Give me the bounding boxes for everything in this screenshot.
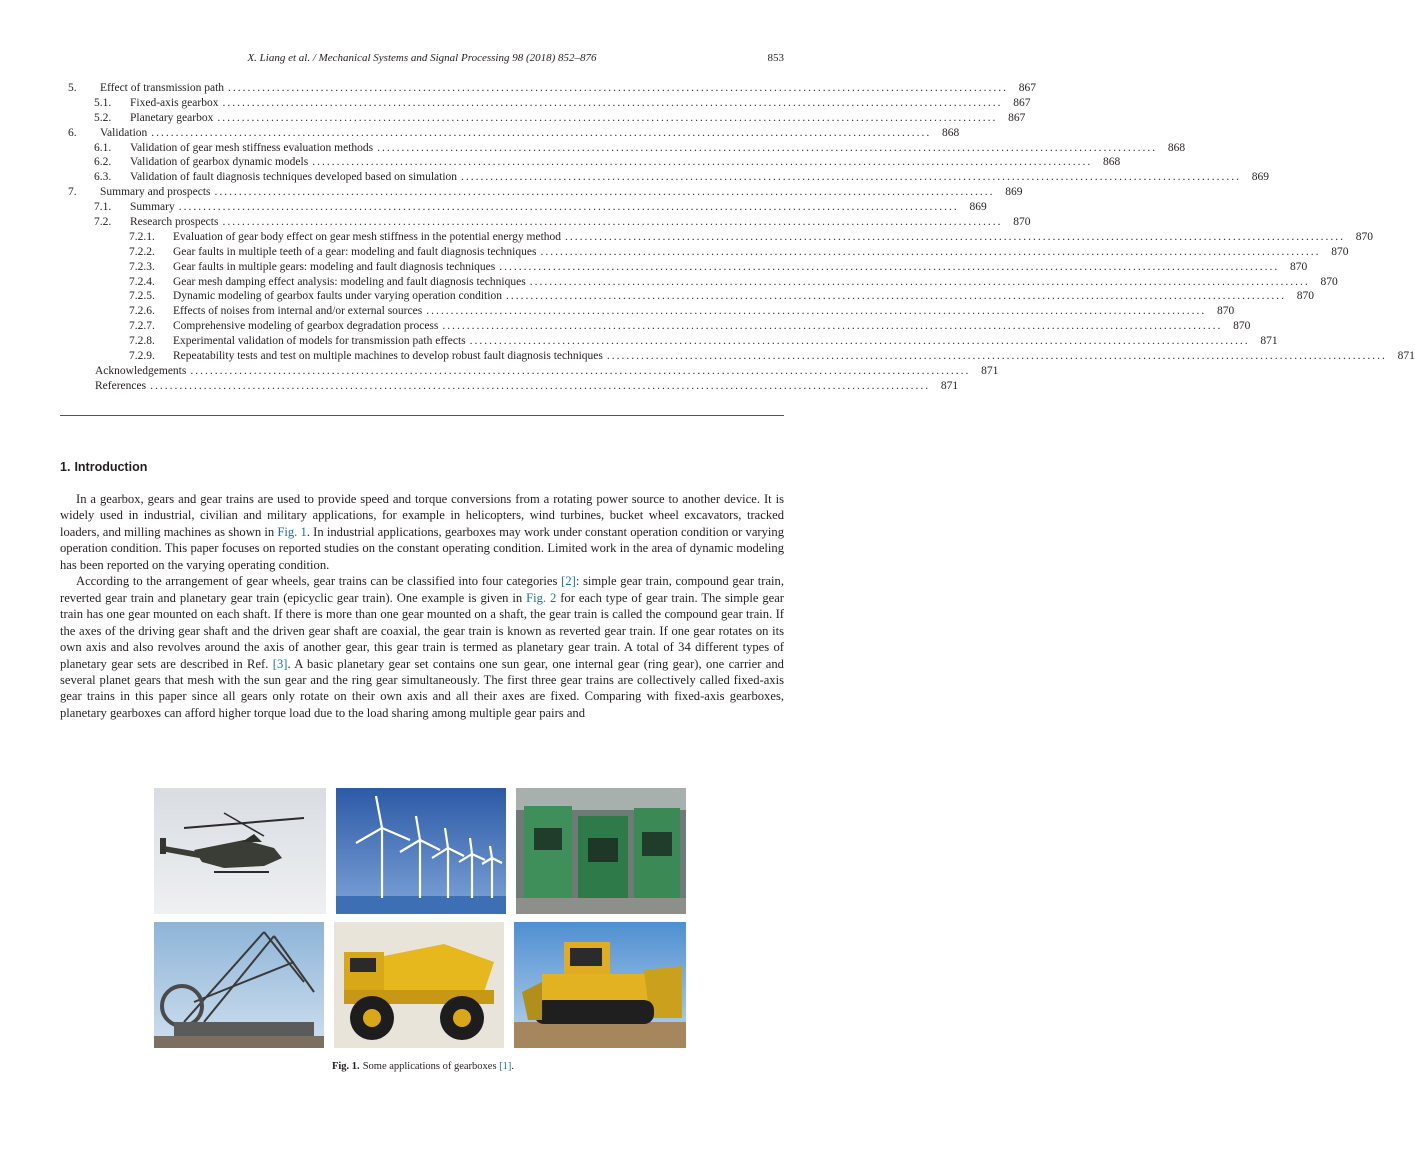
toc-entry[interactable]: 6.2. Validation of gearbox dynamic models ................................................................................................................................................................ 868 <box>94 156 1121 169</box>
toc-entry[interactable]: 7.2.4. Gear mesh damping effect analysis: modeling and fault diagnosis techniques ................................................................................................................................................................ 870 <box>129 275 1338 288</box>
caption-label: Fig. 1. <box>331 1061 360 1072</box>
citation-link[interactable]: [1] <box>499 1061 512 1072</box>
toc-entry[interactable]: 7.1. Summary ................................................................................................................................................................ 869 <box>94 201 987 214</box>
toc-entry[interactable]: 6.3. Validation of fault diagnosis techniques developed based on simulation ................................................................................................................................................................ 869 <box>94 171 1270 184</box>
toc-entry[interactable]: 7.2.5. Dynamic modeling of gearbox faults under varying operation condition ................................................................................................................................................................ 870 <box>129 290 1314 303</box>
toc-entry[interactable]: 7. Summary and prospects ................................................................................................................................................................ 869 <box>68 186 1023 199</box>
toc-entry[interactable]: 7.2.8. Experimental validation of models for transmission path effects ................................................................................................................................................................ 871 <box>129 335 1278 348</box>
section-title: Introduction <box>74 460 148 474</box>
figure-1 <box>154 788 686 1048</box>
citation-link[interactable]: [3] <box>272 656 288 671</box>
paragraph: According to the arrangement of gear wheels, gear trains can be classified into four categories [2]: simple gear train, compound gear train, reverted gear train and planetary gear train (epicyclic gear train). One example is given in Fig. 2 for each type of gear train. The simple gear train has one gear mounted on each shaft. If there is more than one gear mounted on a shaft, the gear train is called the compound gear train. If the axes of the driving gear shaft and the driven gear shaft are coaxial, the gear train is known as reverted gear train. If one gear rotates on its own axis and also revolves around the axis of another gear, this gear train is termed as planetary gear train. A total of 34 different types of planetary gear sets are described in Ref. [3]. A basic planetary gear set contains one sun gear, one internal gear (ring gear), one carrier and several planet gears that mesh with the sun gear and the ring gear simultaneously. The first three gear trains are collectively called fixed-axis gear trains in this paper since all gears only rotate on their own axis and all their axes are fixed. Comparing with fixed-axis gearboxes, planetary gearboxes can afford higher torque load due to the load sharing among multiple gear pairs and <box>60 574 785 720</box>
helicopter-image <box>154 788 326 914</box>
toc-entry[interactable]: 7.2.9. Repeatability tests and test on multiple machines to develop robust fault diagnosis techniques ................................................................................................................................................................ 871 <box>129 350 1415 363</box>
toc-entry[interactable]: 7.2.6. Effects of noises from internal and/or external sources ................................................................................................................................................................ 870 <box>129 305 1235 318</box>
tracked-loader-image <box>514 922 686 1048</box>
running-header: X. Liang et al. / Mechanical Systems and Signal Processing 98 (2018) 852–876 <box>247 52 597 64</box>
milling-machine-image <box>516 788 686 914</box>
citation-link[interactable]: [2] <box>561 574 576 589</box>
section-heading <box>60 460 151 474</box>
bucket-wheel-excavator-image <box>154 922 324 1048</box>
toc-entry[interactable]: 7.2.1. Evaluation of gear body effect on gear mesh stiffness in the potential energy method ................................................................................................................................................................ 870 <box>129 230 1374 243</box>
page-number: 853 <box>767 52 784 64</box>
toc-entry[interactable]: 7.2. Research prospects ................................................................................................................................................................ 870 <box>94 216 1031 229</box>
wind-turbines-image <box>336 788 506 914</box>
section-number: 1. <box>60 460 71 474</box>
section-divider <box>60 415 784 416</box>
toc-entry[interactable]: 7.2.3. Gear faults in multiple gears: modeling and fault diagnosis techniques ................................................................................................................................................................ 870 <box>129 260 1308 273</box>
figure-link[interactable]: Fig. 2 <box>526 590 557 605</box>
toc-entry[interactable]: 6.1. Validation of gear mesh stiffness evaluation methods ................................................................................................................................................................ 868 <box>94 141 1186 154</box>
toc-entry[interactable]: 7.2.2. Gear faults in multiple teeth of a gear: modeling and fault diagnosis techniques ................................................................................................................................................................ 870 <box>129 245 1349 258</box>
body-text <box>60 491 784 721</box>
toc-entry[interactable]: Acknowledgements ................................................................................................................................................................ 871 <box>95 364 999 377</box>
page-header <box>60 52 784 68</box>
toc-entry[interactable]: 5.2. Planetary gearbox ................................................................................................................................................................ 867 <box>94 111 1026 124</box>
toc-entry[interactable]: 7.2.7. Comprehensive modeling of gearbox degradation process ................................................................................................................................................................ 870 <box>129 320 1251 333</box>
toc-entry[interactable]: 5. Effect of transmission path ................................................................................................................................................................ 867 <box>68 82 1037 94</box>
figure-link[interactable]: Fig. 1 <box>277 524 307 539</box>
toc-entry[interactable]: 5.1. Fixed-axis gearbox ................................................................................................................................................................ 867 <box>94 96 1031 109</box>
mining-truck-image <box>334 922 504 1048</box>
table-of-contents <box>62 82 1415 395</box>
toc-entry[interactable]: References ................................................................................................................................................................ 871 <box>95 379 959 392</box>
figure-caption: Fig. 1. Some applications of gearboxes [1]. <box>331 1061 515 1072</box>
paragraph: In a gearbox, gears and gear trains are used to provide speed and torque conversions from a rotating power source to another device. It is widely used in industrial, civilian and military applications, for example in helicopters, wind turbines, bucket wheel excavators, tracked loaders, and milling machines as shown in Fig. 1. In industrial applications, gearboxes may work under constant operation condition or varying operation condition. This paper focuses on reported studies on the constant operating condition. Limited work in the area of dynamic modeling has been reported on the varying operating condition. <box>60 492 784 572</box>
toc-entry[interactable]: 6. Validation ................................................................................................................................................................ 868 <box>68 126 960 139</box>
